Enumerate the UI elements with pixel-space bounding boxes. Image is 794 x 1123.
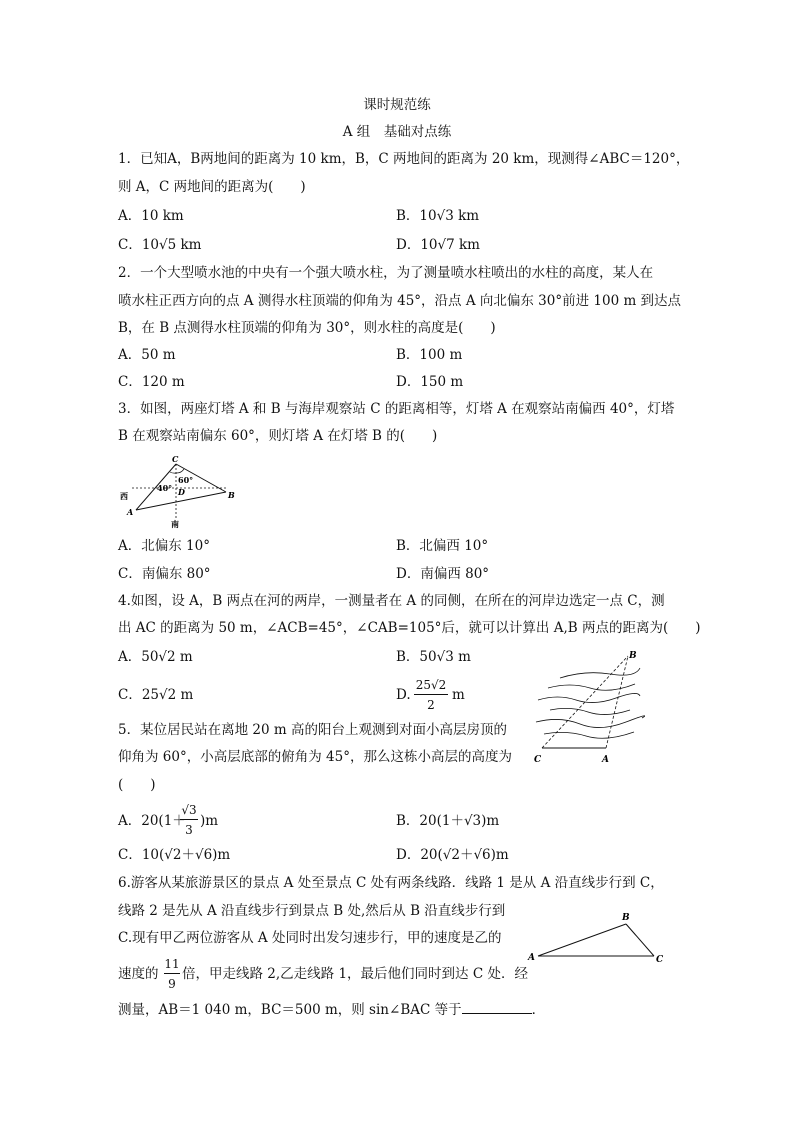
q6-label-c: C [656, 955, 664, 965]
q2-option-c: C．120 m [118, 374, 185, 390]
q3-arc-40 [170, 472, 176, 473]
q2-line2: 喷水柱正西方向的点 A 测得水柱顶端的仰角为 45°，沿点 A 向北偏东 30°前进 100 m 到达点 [118, 293, 682, 309]
q6-line4-suffix: 倍，甲走线路 2,乙走线路 1，最后他们同时到达 C 处．经 [182, 966, 528, 982]
q6-line4-prefix: 速度的 [118, 966, 159, 982]
q5-line1: 5．某位居民站在离地 20 m 高的阳台上观测到对面小高层房顶的 [118, 722, 507, 738]
q3-label-60: 60° [178, 475, 194, 485]
q6-answer-blank[interactable] [462, 1001, 532, 1014]
q4-option-d-unit: m [452, 687, 465, 703]
q5-line2: 仰角为 60°，小高层底部的俯角为 45°，那么这栋小高层的高度为 [118, 749, 512, 765]
q4-option-d-denominator: 2 [427, 698, 435, 712]
q5-line3: ( ) [118, 777, 156, 793]
q4-near-bank [544, 732, 634, 738]
q4-wave-2 [538, 693, 640, 702]
q3-label-40: 40° [157, 483, 173, 493]
q3-arc-60 [176, 469, 184, 473]
q4-wave-3 [550, 708, 630, 714]
q4-option-a: A．50√2 m [118, 649, 193, 665]
q6-line5-text: 测量，AB＝1 040 m，BC＝500 m，则 sin∠BAC 等于 [118, 1002, 462, 1018]
q6-fraction-numerator: 11 [164, 957, 180, 971]
page-title: 课时规范练 [363, 97, 431, 113]
q4-option-d-numerator: 25√2 [415, 678, 447, 692]
q6-label-a: A [528, 953, 535, 963]
q4-option-d-prefix: D. [396, 687, 411, 703]
q4-label-c: C [534, 755, 542, 765]
q5-option-a-suffix: )m [200, 813, 219, 829]
q6-line2: 线路 2 是先从 A 沿直线步行到景点 B 处,然后从 B 沿直线步行到 [118, 903, 506, 919]
q5-option-d: D．20(√2＋√6)m [396, 847, 509, 863]
q4-wave-1 [548, 684, 635, 690]
q4-option-b: B．50√3 m [396, 649, 471, 665]
q3-label-a: A [127, 507, 134, 517]
q2-line1: 2．一个大型喷水池的中央有一个强大喷水柱，为了测量喷水柱喷出的水柱的高度，某人在 [118, 265, 654, 281]
q6-line5 [118, 1001, 545, 1019]
q2-line3: B，在 B 点测得水柱顶端的仰角为 30°，则水柱的高度是( ) [118, 320, 496, 336]
q3-line1: 3．如图，两座灯塔 A 和 B 与海岸观察站 C 的距离相等，灯塔 A 在观察站南偏西 40°，灯塔 [118, 401, 675, 417]
q5-option-a-denominator: 3 [185, 823, 193, 837]
q3-option-c: C．南偏东 80° [118, 566, 211, 582]
q3-option-a: A．北偏东 10° [118, 538, 210, 554]
q4-line1: 4.如图，设 A，B 两点在河的两岸，一测量者在 A 的同侧，在所在的河岸边选定一点 C，测 [118, 593, 665, 609]
q3-label-b: B [228, 490, 235, 500]
q2-option-b: B．100 m [396, 347, 463, 363]
group-heading: A 组 基础对点练 [342, 124, 452, 140]
q4-label-a: A [602, 755, 609, 765]
q1-option-a: A．10 km [118, 208, 184, 224]
q3-label-south: 南 [171, 519, 179, 529]
q5-option-a-prefix: A．20(1＋ [118, 813, 186, 829]
q1-line2: 则 A，C 两地间的距离为( ) [118, 179, 306, 195]
q4-line-ab [606, 656, 628, 748]
q4-option-c: C．25√2 m [118, 687, 194, 703]
q5-option-b: B．20(1＋√3)m [396, 813, 500, 829]
q3-label-d: D [178, 487, 185, 497]
q5-option-a-fraction-bar [180, 819, 198, 820]
q4-option-d-fraction-bar [414, 694, 448, 695]
q4-line2: 出 AC 的距离为 50 m，∠ACB=45°，∠CAB=105°后，就可以计算出 A,B 两点的距离为( ) [118, 620, 701, 636]
q5-option-a-numerator: √3 [181, 803, 197, 817]
q6-line5-end: ． [531, 1002, 546, 1018]
q4-label-b: B [629, 651, 637, 661]
q6-side-ab [538, 924, 626, 956]
q1-line1: 1．已知A，B两地间的距离为 10 km，B，C 两地间的距离为 20 km，现测得∠ABC＝120°， [118, 151, 690, 167]
q3-figure [118, 452, 248, 532]
q6-line3: C.现有甲乙两位游客从 A 处同时出发匀速步行，甲的速度是乙的 [118, 930, 502, 946]
q4-river-figure [530, 648, 645, 766]
q3-option-b: B．北偏西 10° [396, 538, 489, 554]
q1-option-c: C．10√5 km [118, 237, 202, 253]
q6-fraction-denominator: 9 [168, 977, 176, 991]
q2-option-d: D．150 m [396, 374, 464, 390]
q6-label-b: B [622, 913, 630, 923]
q4-wave-4 [536, 716, 645, 728]
q5-option-c: C．10(√2＋√6)m [118, 847, 231, 863]
q3-option-d: D．南偏西 80° [396, 566, 490, 582]
q1-option-b: B．10√3 km [396, 208, 480, 224]
q6-line1: 6.游客从某旅游景区的景点 A 处至景点 C 处有两条线路．线路 1 是从 A 沿直线步行到 C， [118, 875, 664, 891]
q2-option-a: A．50 m [118, 347, 176, 363]
q3-line2: B 在观察站南偏东 60°，则灯塔 A 在灯塔 B 的( ) [118, 428, 438, 444]
q3-label-c: C [172, 454, 179, 464]
q3-label-west: 西 [120, 491, 128, 501]
q6-side-bc [626, 924, 654, 956]
q1-option-d: D．10√7 km [396, 237, 480, 253]
q4-far-bank [560, 668, 640, 678]
q6-fraction-bar [164, 973, 180, 974]
q6-triangle-figure [526, 910, 668, 968]
